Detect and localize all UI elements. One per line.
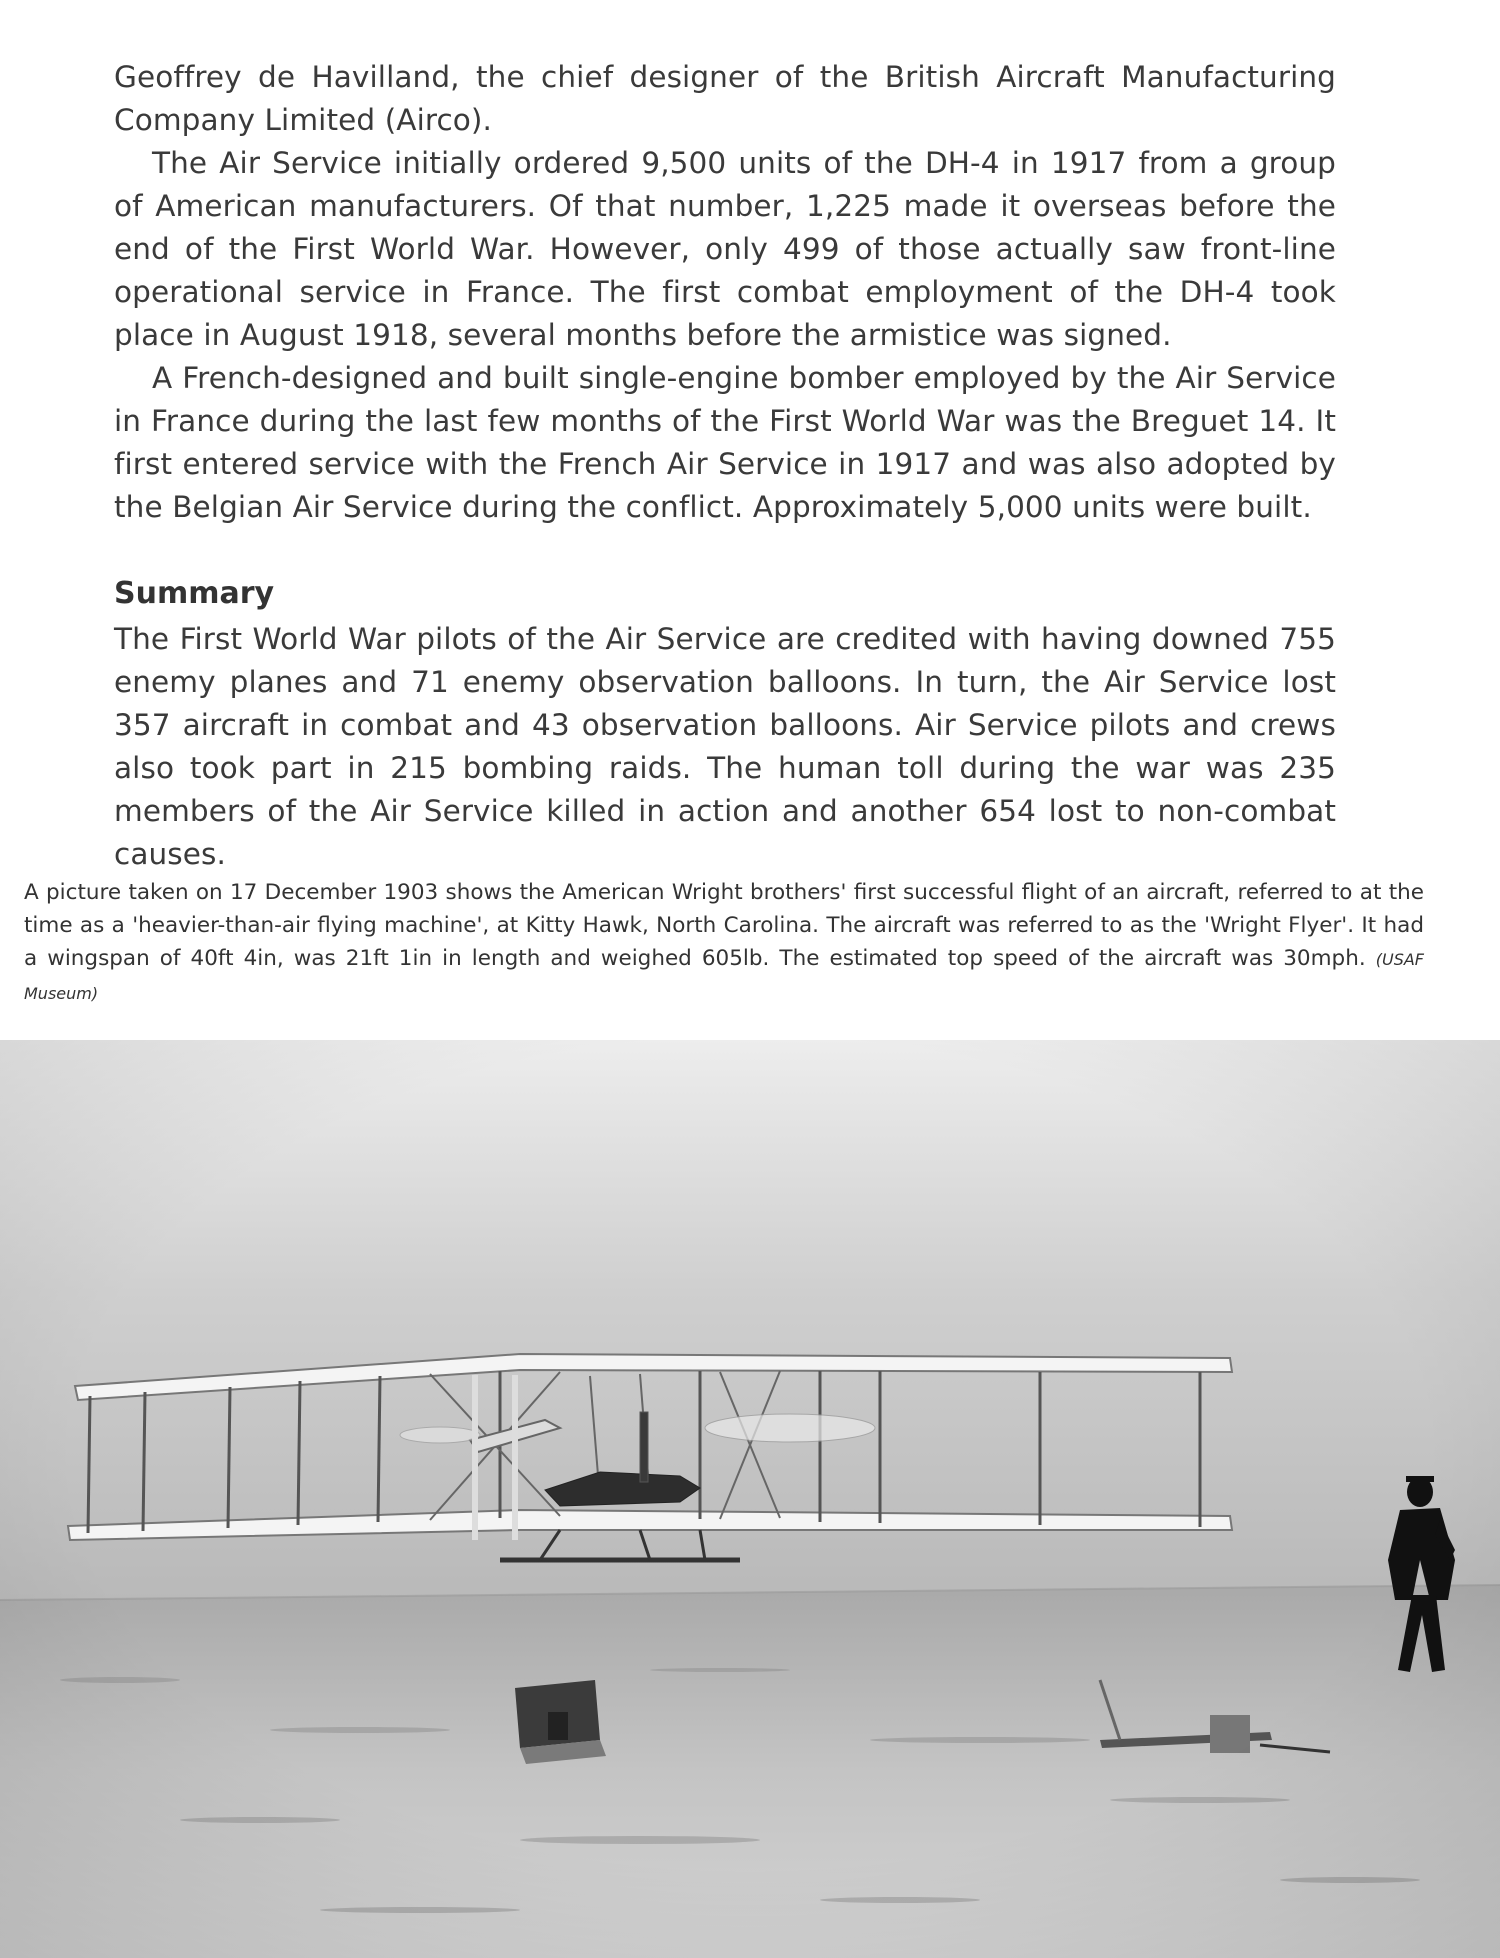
summary-section	[114, 618, 1336, 876]
breguet-paragraph: A French-designed and built single-engine bomber employed by the Air Service in France during the last few months of the First World War was the Breguet 14. It first entered service with the French Air Service in 1917 and was also adopted by the Belgian Air Service during the conflict. Approximately 5,000 units were built.	[114, 361, 1336, 524]
summary-heading: Summary	[114, 576, 275, 611]
body-text	[114, 56, 1336, 529]
photo-credit: (USAF Museum)	[24, 950, 1424, 1003]
photo-illustration	[0, 1040, 1500, 1958]
photo-caption	[24, 876, 1424, 1010]
caption-text: A picture taken on 17 December 1903 shows the American Wright brothers' first successful flight of an aircraft, referred to at the time as a 'heavier-than-air flying machine', at Kitty Hawk, North Carolina. The aircraft was referred to as the 'Wright Flyer'. It had a wingspan of 40ft 4in, was 21ft 1in in length and weighed 605lb. The estimated top speed of the aircraft was 30mph.	[24, 880, 1424, 971]
summary-paragraph: The First World War pilots of the Air Service are credited with having downed 755 enemy planes and 71 enemy observation balloons. In turn, the Air Service lost 357 aircraft in combat and 43 observation balloons. Air Service pilots and crews also took part in 215 bombing raids. The human toll during the war was 235 members of the Air Service killed in action and another 654 lost to non-combat causes.	[114, 622, 1336, 871]
intro-paragraph: Geoffrey de Havilland, the chief designer of the British Aircraft Manufacturing Company Limited (Airco).	[114, 60, 1336, 137]
dh4-paragraph: The Air Service initially ordered 9,500 units of the DH-4 in 1917 from a group of American manufacturers. Of that number, 1,225 made it overseas before the end of the First World War. However, only 499 of those actually saw front-line operational service in France. The first combat employment of the DH-4 took place in August 1918, several months before the armistice was signed.	[114, 146, 1336, 352]
wright-flyer-photo	[0, 1040, 1500, 1958]
